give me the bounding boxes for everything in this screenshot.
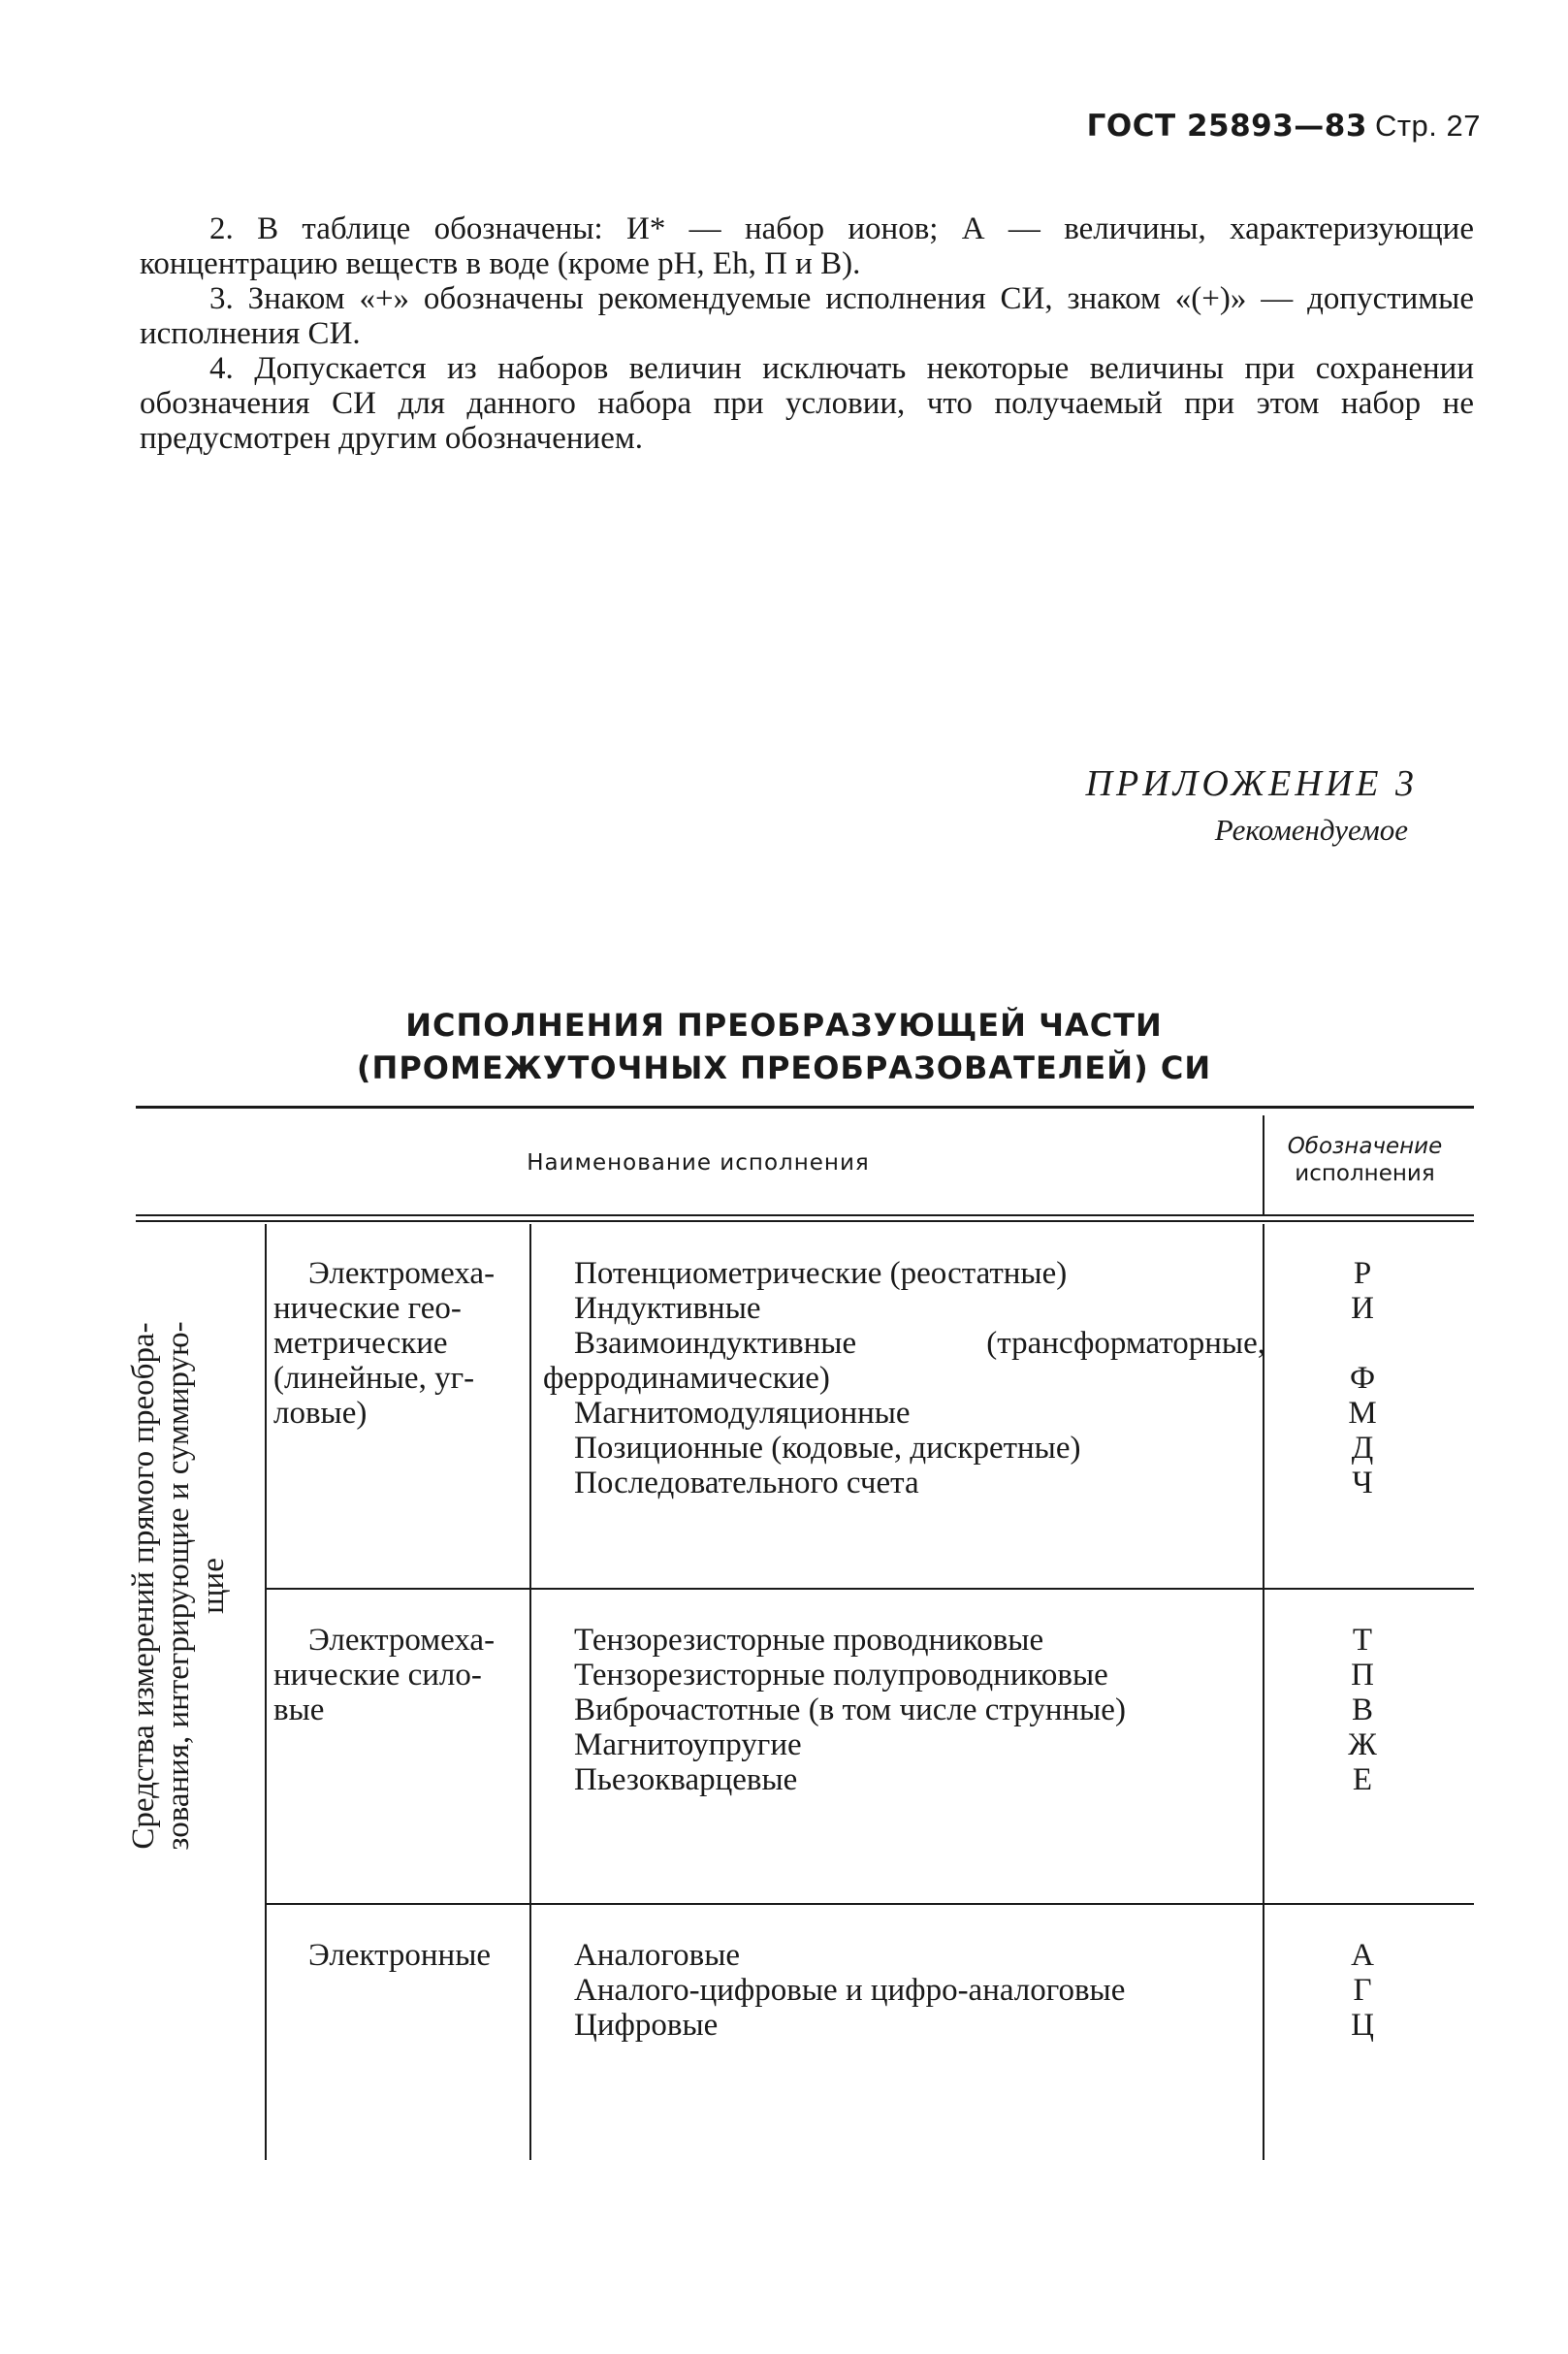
header-divider xyxy=(1263,1115,1264,1215)
category-line: метрические xyxy=(273,1326,448,1361)
item-potentiometric: Потенциометрические (реостатные) xyxy=(574,1256,1068,1291)
item-adc-dac: Аналого-цифровые и цифро-аналоговые xyxy=(574,1973,1126,2008)
column-header-code-line-1: Обозначение xyxy=(1287,1134,1443,1159)
code: Д xyxy=(1351,1431,1374,1466)
column-header-code xyxy=(1265,1133,1464,1187)
code: П xyxy=(1351,1658,1374,1693)
item-magnetomodulation: Магнитомодуляционные xyxy=(574,1396,911,1431)
code: Т xyxy=(1352,1623,1373,1658)
group-label-line-2: зования, интегрирующие и суммирую- xyxy=(161,1321,196,1851)
category-line: (линейные, уг- xyxy=(273,1361,475,1396)
note-4: 4. Допускается из наборов величин исключать некоторые величины при сохранении обозначения СИ для данного набора при условии, что получаемый при этом набор не предусмотрен другим обозначением. xyxy=(140,351,1474,456)
item-vibration-frequency: Виброчастотные (в том числе струнные) xyxy=(574,1693,1126,1727)
category-line: Электронные xyxy=(308,1938,492,1973)
item-piezoquartz: Пьезокварцевые xyxy=(574,1762,798,1797)
group-label xyxy=(126,1198,233,1974)
group-label-line-1: Средства измерений прямого преобра- xyxy=(126,1322,161,1850)
code: М xyxy=(1348,1396,1377,1431)
code: Г xyxy=(1353,1973,1372,2008)
category-line: нические сило- xyxy=(273,1658,482,1693)
code: Ч xyxy=(1352,1466,1373,1500)
group-label-line-3: щие xyxy=(196,1558,231,1614)
item-mutual-inductive-cont: ферродинамические) xyxy=(543,1361,830,1396)
code xyxy=(1275,1326,1450,1361)
item-sequential-count: Последовательного счета xyxy=(574,1466,919,1500)
category-line: Электромеха- xyxy=(308,1256,496,1291)
item-strain-conductor: Тензорезисторные проводниковые xyxy=(574,1623,1044,1658)
code: Е xyxy=(1352,1762,1373,1797)
category-column-divider xyxy=(529,1224,531,2160)
running-header xyxy=(1087,109,1481,144)
category-line: ловые) xyxy=(273,1396,368,1431)
code: Ж xyxy=(1348,1727,1377,1762)
note-3: 3. Знаком «+» обозначены рекомендуемые исполнения СИ, знаком «(+)» — допустимые исполнения СИ. xyxy=(140,281,1474,351)
table-top-rule xyxy=(136,1106,1474,1109)
table-title-line-1: ИСПОЛНЕНИЯ ПРЕОБРАЗУЮЩЕЙ ЧАСТИ xyxy=(405,1007,1163,1044)
items-geometric xyxy=(543,1256,1265,1500)
items-electronic xyxy=(543,1938,1265,2043)
header-bottom-rule-b xyxy=(136,1220,1474,1222)
category-geometric xyxy=(273,1256,528,1431)
code: И xyxy=(1351,1291,1374,1326)
document-id: ГОСТ 25893—83 xyxy=(1086,109,1367,144)
section-separator-1 xyxy=(267,1588,1474,1590)
category-electronic xyxy=(273,1938,528,1973)
category-line: нические гео- xyxy=(273,1291,462,1326)
section-separator-2 xyxy=(267,1903,1474,1905)
code: Ф xyxy=(1349,1361,1376,1396)
items-force xyxy=(543,1623,1265,1797)
code: Ц xyxy=(1351,2008,1374,2043)
code: В xyxy=(1351,1693,1373,1727)
item-inductive: Индуктивные xyxy=(574,1291,761,1326)
code: Р xyxy=(1353,1256,1372,1291)
item-positional: Позиционные (кодовые, дискретные) xyxy=(574,1431,1081,1466)
codes-geometric xyxy=(1275,1256,1450,1500)
item-strain-semiconductor: Тензорезисторные полупроводниковые xyxy=(574,1658,1108,1693)
codes-force xyxy=(1275,1623,1450,1797)
category-line: вые xyxy=(273,1693,325,1727)
page-number: Стр. 27 xyxy=(1374,109,1481,143)
notes-block xyxy=(140,211,1474,456)
item-magnetoelastic: Магнитоупругие xyxy=(574,1727,802,1762)
table-title-line-2: (ПРОМЕЖУТОЧНЫХ ПРЕОБРАЗОВАТЕЛЕЙ) СИ xyxy=(356,1049,1212,1086)
header-bottom-rule-a xyxy=(136,1214,1474,1216)
item-mutual-inductive: Взаимоиндуктивные (трансформаторные, xyxy=(574,1326,1265,1361)
codes-electronic xyxy=(1275,1938,1450,2043)
item-digital: Цифровые xyxy=(574,2008,719,2043)
appendix-subtitle: Рекомендуемое xyxy=(1214,813,1408,847)
category-line: Электромеха- xyxy=(308,1623,496,1658)
code: А xyxy=(1351,1938,1374,1973)
column-header-name: Наименование исполнения xyxy=(527,1150,870,1176)
category-force xyxy=(273,1623,528,1727)
column-header-code-line-2: исполнения xyxy=(1295,1161,1435,1186)
group-column-divider xyxy=(265,1224,267,2160)
item-analog: Аналоговые xyxy=(574,1938,741,1973)
note-2: 2. В таблице обозначены: И* — набор ионов; А — величины, характеризующие концентрацию веществ в воде (кроме pH, Eh, П и В). xyxy=(140,211,1474,281)
appendix-title: ПРИЛОЖЕНИЕ 3 xyxy=(1085,763,1418,804)
